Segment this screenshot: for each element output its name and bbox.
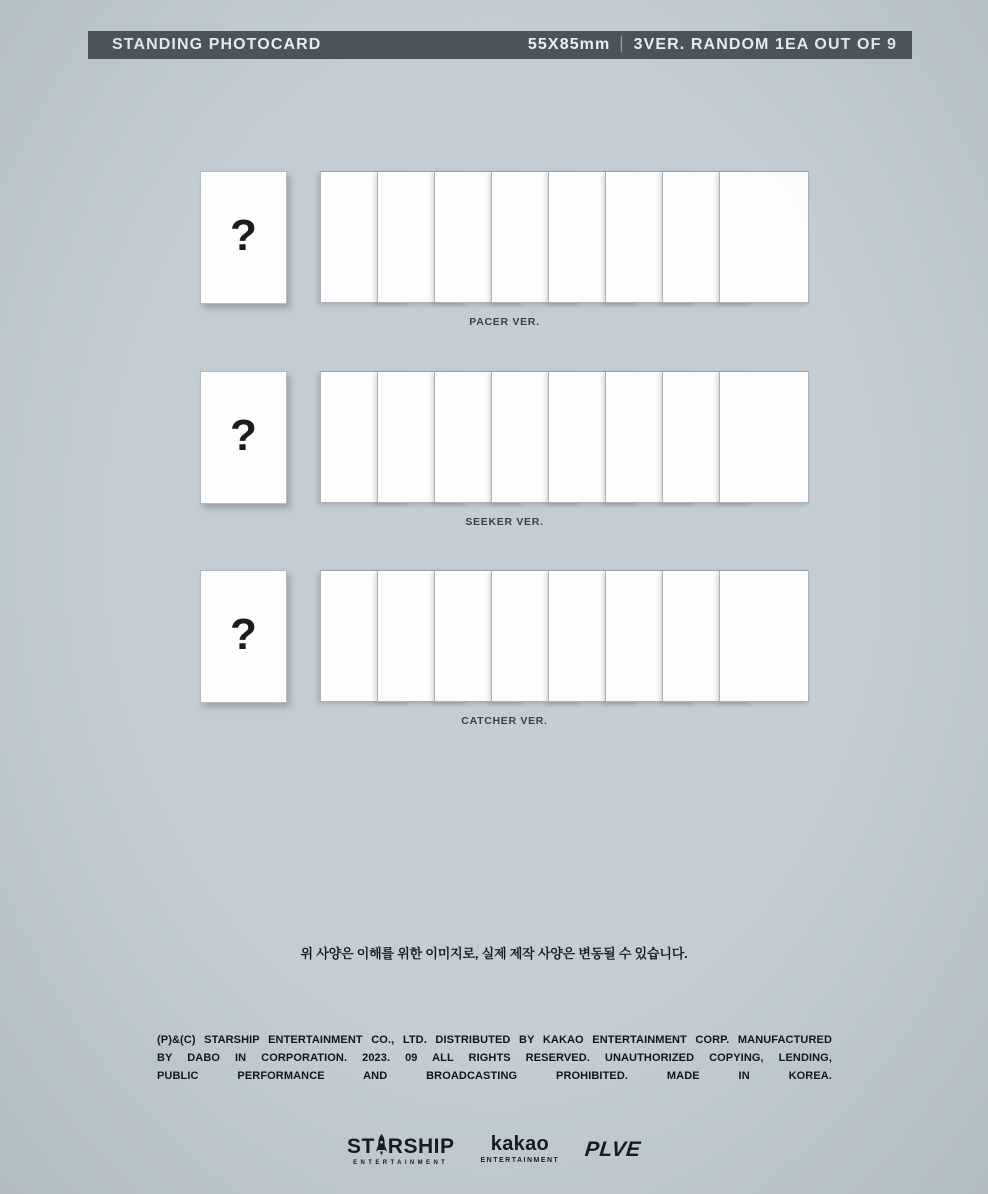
copyright-line: BY DABO IN CORPORATION. 2023. 09 ALL RIGHTS RESERVED. UNAUTHORIZED COPYING, LENDING,: [157, 1052, 832, 1064]
photocard-stack: [320, 171, 809, 303]
photocard-row-seeker: [200, 371, 809, 528]
row-label: PACER VER.: [469, 316, 540, 328]
photocard-row-catcher: [200, 570, 809, 727]
logo-row: [0, 1127, 988, 1171]
starship-logo: [347, 1132, 455, 1166]
row-label: CATCHER VER.: [461, 715, 548, 727]
mystery-card: [200, 371, 287, 504]
disclaimer-text: 위 사양은 이해를 위한 이미지로, 실제 제작 사양은 변동될 수 있습니다.: [300, 946, 688, 961]
mystery-card: [200, 570, 287, 703]
kakao-wordmark: kakao: [490, 1133, 550, 1155]
plve-logo: PLVE: [584, 1137, 643, 1161]
spec-divider: |: [619, 35, 625, 52]
question-mark: ?: [230, 410, 257, 460]
photocard-row-cards: [200, 171, 809, 304]
starship-wordmark: [347, 1132, 455, 1157]
starship-text-left: ST: [346, 1135, 375, 1158]
photocard-row-cards: [200, 371, 809, 504]
photocard-stack: [320, 570, 809, 702]
product-type-title: STANDING PHOTOCARD: [112, 36, 322, 53]
starship-text-right: RSHIP: [387, 1135, 455, 1158]
question-mark: ?: [230, 210, 257, 260]
photocard-stack: [320, 371, 809, 503]
header-bar: [88, 31, 912, 59]
row-label: SEEKER VER.: [465, 516, 544, 528]
copyright-line: (P)&(C) STARSHIP ENTERTAINMENT CO., LTD. DISTRIBUTED BY KAKAO ENTERTAINMENT CORP. MANUFACTURED: [157, 1034, 832, 1046]
kakao-logo: [480, 1134, 559, 1164]
kakao-sub-label: ENTERTAINMENT: [480, 1157, 560, 1164]
photocard: [719, 371, 809, 503]
size-spec: 55X85mm: [527, 36, 611, 53]
photocard-row-pacer: [200, 171, 809, 328]
copyright-line: PUBLIC PERFORMANCE AND BROADCASTING PROHIBITED. MADE IN KOREA.: [157, 1070, 832, 1082]
starship-sub-label: ENTERTAINMENT: [353, 1160, 449, 1166]
random-spec: 3VER. RANDOM 1EA OUT OF 9: [633, 36, 897, 53]
copyright-text: [157, 1031, 832, 1085]
header-spec: [528, 36, 897, 54]
photocard: [719, 570, 809, 702]
photocard-row-cards: [200, 570, 809, 703]
question-mark: ?: [230, 609, 257, 659]
mystery-card: [200, 171, 287, 304]
rocket-icon: [376, 1134, 387, 1159]
photocard: [719, 171, 809, 303]
